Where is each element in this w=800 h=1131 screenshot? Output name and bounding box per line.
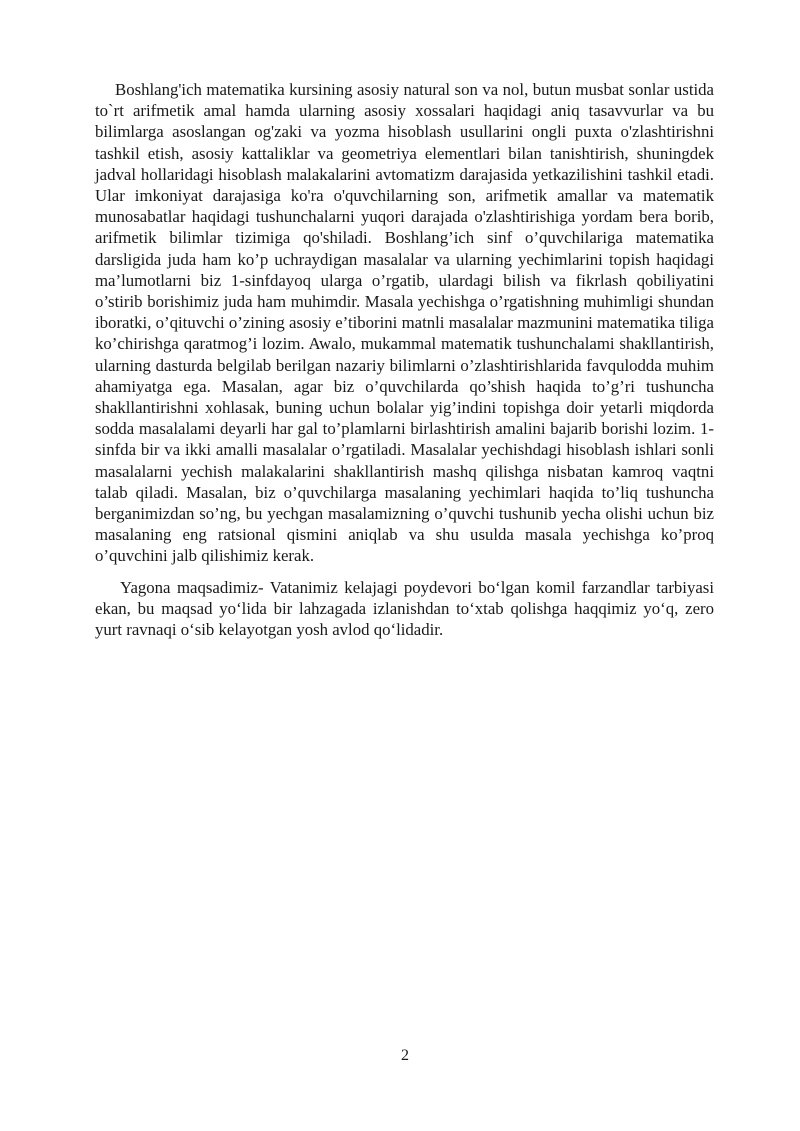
paragraph-1: Boshlang'ich matematika kursining asosiy natural son va nol, butun musbat sonlar ustida to`rt arifmetik amal hamda ularning asosiy xossalari haqidagi aniq tasavvurlar va bu bilimlarga asoslangan og'zaki va yozma hisoblash usullarini ongli puxta o'zlashtirishni tashkil etish, asosiy kattaliklar va geometriya elementlari bilan tanishtirish, shuningdek jadval hollaridagi hisoblash malakalarini avtomatizm darajasida yetkazilishini tashkil etadi. Ular imkoniyat darajasiga ko'ra o'quvchilarning son, arifmetik amallar va matematik munosabatlar haqidagi tushunchalarni yuqori darajada o'zlashtirishiga yordam bera borib, arifmetik bilimlar tizimiga qo'shiladi. Boshlang’ich sinf o’quvchilariga matematika darsligida juda ham ko’p uchraydigan masalalar va ularning yechimlarini topish haqidagi ma’lumotlarni biz 1-sinfdayoq ularga o’rgatib, ulardagi bilish va fikrlash qobiliyatini o’stirib borishimiz juda ham muhimdir. Masala yechishga o’rgatishning muhimligi shundan iboratki, o’qituvchi o’zining asosiy e’tiborini matnli masalalar mazmunini matematika tiliga ko’chirishga qaratmog’i lozim. Awalo, mukammal matematik tushunchalami shakllantirish, ularning dasturda belgilab berilgan nazariy bilimlarni o’zlashtirishlarida favqulodda muhim ahamiyatga ega. Masalan, agar biz o’quvchilarda qo’shish haqida to’g’ri tushuncha shakllantirishni xohlasak, buning uchun bolalar yig’indini topishga doir yetarli miqdorda sodda masalalami deyarli har gal to’plamlarni birlashtirish amalini bajarib borishi lozim. 1-sinfda bir va ikki amalli masalalar o’rgatiladi. Masalalar yechishdagi hisoblash ishlari sonli masalalarni yechish malakalarini shakllantirish mashq qilishga nisbatan kamroq vaqtni talab qiladi. Masalan, biz o’quvchilarga masalaning yechimlari haqida to’liq tushuncha berganimizdan so’ng, bu yechgan masalamizning o’quvchi tushunib yecha olishi uchun biz masalaning eng ratsional qismini aniqlab va shu usulda masala yechishga ko’proq o’quvchini jalb qilishimiz kerak. [95, 80, 714, 566]
body-text [95, 79, 714, 640]
page-number: 2 [401, 1047, 409, 1064]
paragraph-2: Yagona maqsadimiz- Vatanimiz kelajagi poydevori bo‘lgan komil farzandlar tarbiyasi ekan, bu maqsad yo‘lida bir lahzagada izlanishdan to‘xtab qolishga haqqimiz yo‘q, zero yurt ravnaqi o‘sib kelayotgan yosh avlod qo‘lidadir. [95, 577, 714, 640]
